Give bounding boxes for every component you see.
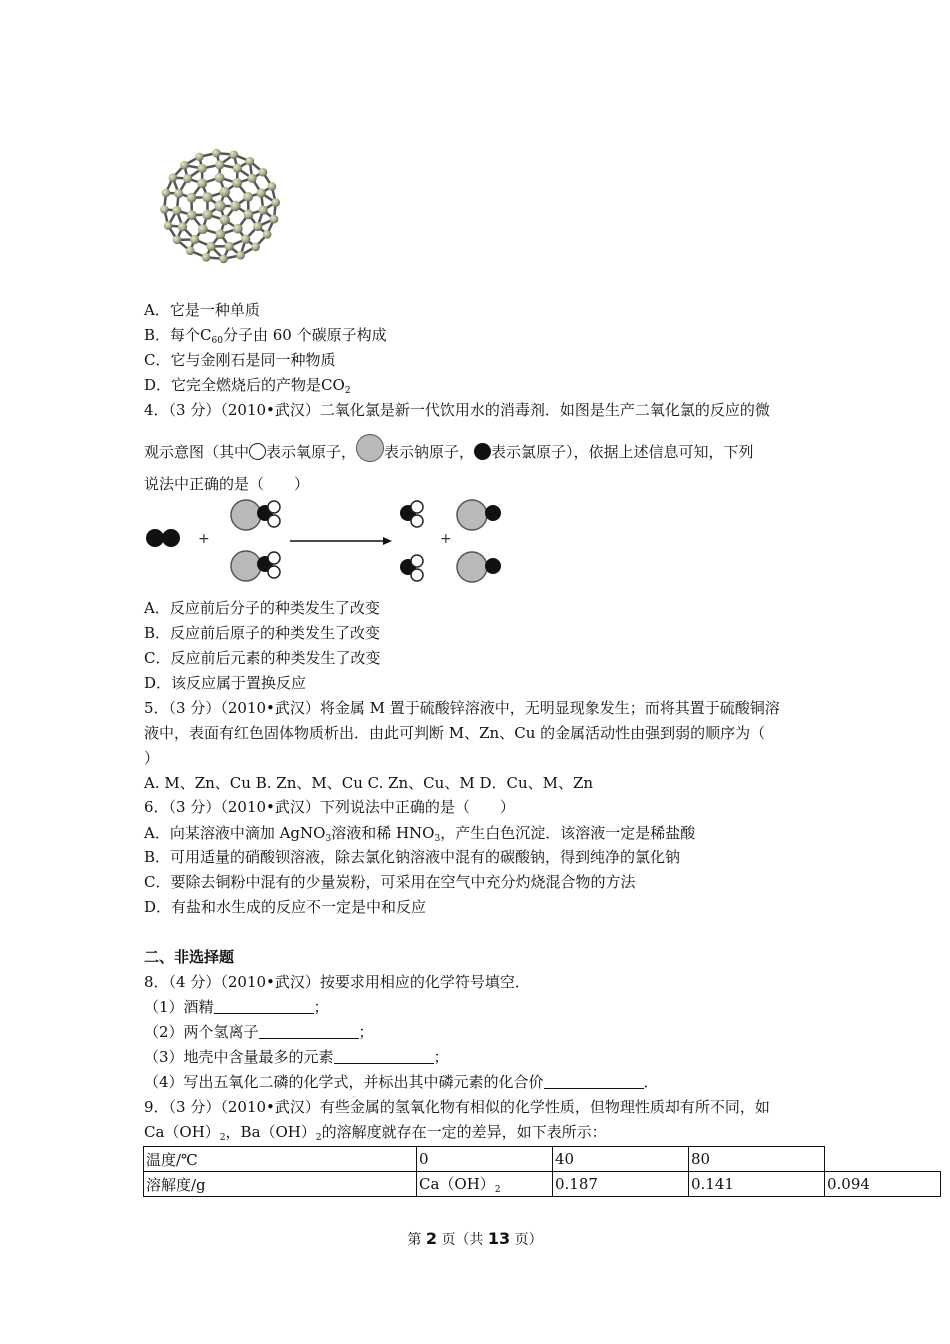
- carbon-atom: [178, 222, 187, 231]
- q6-option-b: B．可用适量的硝酸钡溶液，除去氯化钠溶液中混有的碳酸钠，得到纯净的氯化钠: [144, 848, 681, 866]
- carbon-atom: [160, 205, 169, 214]
- table-cell: 0.141: [689, 1172, 825, 1197]
- q6-option-d: D．有盐和水生成的反应不一定是中和反应: [144, 898, 427, 916]
- q8-stem: 8．（4 分）（2010•武汉）按要求用相应的化学符号填空．: [144, 973, 530, 991]
- q6-option-c: C．要除去铜粉中混有的少量炭粉，可采用在空气中充分灼烧混合物的方法: [144, 873, 636, 891]
- q5-stem-line1: 5．（3 分）（2010•武汉）将金属 M 置于硫酸锌溶液中，无明显现象发生；而将其置于硫酸铜溶: [144, 699, 780, 717]
- carbon-atom: [233, 164, 242, 173]
- carbon-atom: [202, 192, 212, 202]
- carbon-atom: [186, 246, 195, 255]
- table-cell: $Ca(OH)_2$: [417, 1172, 553, 1197]
- q9-stem-line1: 9．（3 分）（2010•武汉）有些金属的氢氧化物有相似的化学性质，但物理性质却有所不同，如: [144, 1098, 770, 1116]
- table-row: [144, 1172, 941, 1197]
- sodium-chloride-molecule-2: [457, 552, 501, 582]
- table-cell-empty: [825, 1147, 941, 1172]
- plus-sign-1: +: [198, 531, 210, 547]
- carbon-atom: [180, 161, 189, 170]
- reaction-microscopic-diagram: [144, 495, 514, 587]
- carbon-atom: [251, 243, 260, 252]
- carbon-atom: [259, 168, 268, 177]
- q4-option-d: D．该反应属于置换反应: [144, 674, 307, 692]
- q5-stem-line3: ）: [144, 749, 160, 767]
- q3-option-a: A．它是一种单质: [144, 301, 260, 319]
- carbon-atom: [164, 221, 173, 230]
- page-number: 2: [425, 1229, 437, 1248]
- chlorine-atom-icon: [474, 443, 491, 460]
- sodium-chlorite-molecule-2: [231, 551, 280, 581]
- carbon-atom: [215, 201, 226, 212]
- carbon-atom: [197, 178, 207, 188]
- table-cell: 80: [689, 1147, 825, 1172]
- carbon-atom: [268, 182, 277, 191]
- carbon-atom: [187, 193, 197, 203]
- carbon-atom: [215, 173, 225, 183]
- carbon-atom: [207, 242, 216, 251]
- q4-stem-line1: 4．（3 分）（2010•武汉）二氧化氯是新一代饮用水的消毒剂．如图是生产二氧化氯的反应的微: [144, 401, 770, 419]
- chlorine-molecule: [146, 529, 180, 547]
- carbon-atom: [173, 236, 182, 245]
- q8-part4: （4）写出五氧化二磷的化学式，并标出其中磷元素的化合价 ．: [144, 1073, 659, 1091]
- carbon-atom: [243, 192, 253, 202]
- chlorine-dioxide-molecule-2: [400, 555, 423, 581]
- carbon-atom: [263, 230, 272, 239]
- carbon-atom: [271, 198, 280, 207]
- oxygen-atom-icon: [249, 443, 266, 460]
- carbon-atom: [190, 235, 199, 244]
- table-cell: 溶解度/g: [144, 1172, 417, 1197]
- carbon-atom: [241, 235, 250, 244]
- carbon-atom: [202, 253, 211, 262]
- carbon-atom: [246, 157, 255, 166]
- carbon-atom: [169, 173, 178, 182]
- total-pages: 13: [487, 1229, 511, 1248]
- table-row: [144, 1147, 941, 1172]
- sodium-chloride-molecule-1: [457, 500, 501, 530]
- q4-option-b: B．反应前后原子的种类发生了改变: [144, 624, 381, 642]
- table-cell: 温度/℃: [144, 1147, 417, 1172]
- carbon-atom: [233, 224, 243, 234]
- carbon-atom: [253, 222, 262, 231]
- answer-blank: [334, 1049, 434, 1064]
- carbon-atom: [257, 188, 266, 197]
- carbon-atom: [270, 215, 279, 224]
- carbon-atom: [174, 189, 183, 198]
- carbon-atom: [232, 178, 242, 188]
- q4-stem-line3: 说法中正确的是（ ）: [144, 475, 310, 493]
- q5-options: A. M、Zn、Cu B. Zn、M、Cu C. Zn、Cu、M D．Cu、M、Zn: [144, 774, 594, 792]
- page-footer: 第 2 页（共 13 页）: [407, 1229, 543, 1248]
- carbon-atom: [202, 209, 212, 219]
- carbon-atom: [259, 206, 268, 215]
- carbon-atom: [162, 189, 171, 198]
- carbon-atom: [172, 206, 181, 215]
- solubility-table: [143, 1146, 941, 1197]
- q3-option-c: C．它与金刚石是同一种物质: [144, 351, 336, 369]
- section-heading: 二、非选择题: [144, 948, 235, 966]
- sodium-atom-icon: [356, 434, 384, 462]
- q4-option-c: C．反应前后元素的种类发生了改变: [144, 649, 381, 667]
- sodium-chlorite-molecule-1: [231, 500, 280, 530]
- carbon-atom: [216, 229, 226, 239]
- q4-stem-line2: 观示意图（其中 表示氧原子， 表示钠原子， 表示氯原子），依据上述信息可知，下列: [144, 434, 754, 462]
- table-cell: 0.094: [825, 1172, 941, 1197]
- carbon-atom: [212, 149, 221, 158]
- q4-option-a: A．反应前后分子的种类发生了改变: [144, 599, 380, 617]
- carbon-atom: [198, 224, 208, 234]
- q8-part2: （2）两个氢离子 ；: [144, 1023, 374, 1041]
- chlorine-dioxide-molecule-1: [400, 501, 423, 527]
- carbon-atom: [215, 160, 224, 169]
- carbon-atom: [244, 209, 254, 219]
- q5-stem-line2: 液中，表面有红色固体物质析出．由此可判断 M、Zn、Cu 的金属活动性由强到弱的顺序为（: [144, 724, 766, 742]
- c60-fullerene-image: [146, 138, 296, 280]
- plus-sign-2: +: [440, 531, 452, 547]
- carbon-atom: [248, 174, 257, 183]
- q9-stem-line2: $Ca(OH)_2$，$Ba(OH)_2$的溶解度就存在一定的差异，如下表所示：: [144, 1123, 607, 1143]
- q8-part1: （1）酒精 ；: [144, 998, 329, 1016]
- carbon-atom: [236, 251, 245, 260]
- q3-option-d: D．它完全燃烧后的产物是$CO_2$: [144, 376, 351, 396]
- carbon-atom: [225, 242, 234, 251]
- carbon-atom: [230, 150, 239, 159]
- q8-part3: （3）地壳中含量最多的元素 ；: [144, 1048, 449, 1066]
- q6-stem: 6．（3 分）（2010•武汉）下列说法中正确的是（ ）: [144, 798, 515, 816]
- carbon-atom: [219, 255, 228, 264]
- answer-blank: [214, 999, 314, 1014]
- answer-blank: [259, 1024, 359, 1039]
- carbon-atom: [198, 164, 207, 173]
- table-cell: 0: [417, 1147, 553, 1172]
- carbon-atom: [220, 215, 230, 225]
- carbon-atom: [230, 201, 240, 211]
- answer-blank: [544, 1074, 644, 1089]
- q3-option-b: B．每个$C_{60}$分子由 60 个碳原子构成: [144, 326, 387, 346]
- carbon-atom: [187, 210, 197, 220]
- carbon-atom: [183, 174, 192, 183]
- q6-option-a: A．向某溶液中滴加 AgNO$_3$溶液和稀 $HNO_3$，产生白色沉淀．该溶液一定是稀盐酸: [144, 824, 696, 844]
- carbon-atom: [220, 187, 230, 197]
- reaction-arrow: [290, 537, 392, 545]
- table-cell: 0.187: [553, 1172, 689, 1197]
- table-cell: 40: [553, 1147, 689, 1172]
- carbon-atom: [195, 152, 204, 161]
